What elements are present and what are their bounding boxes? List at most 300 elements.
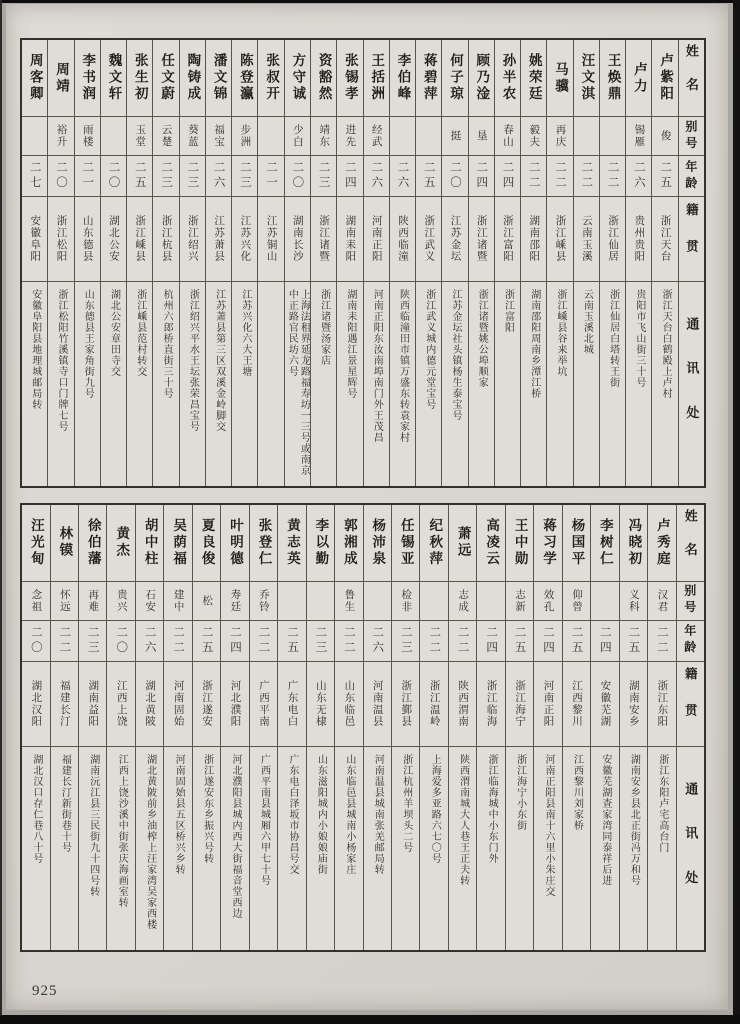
person-name: 张登仁 [256, 517, 272, 568]
person-address: 陕西渭南城大人巷王正夫转 [449, 746, 476, 951]
row-headers-column [676, 505, 704, 951]
person-native-place: 湖北黄陂 [136, 661, 163, 746]
person-name: 林镆 [57, 526, 73, 559]
person-alias [22, 116, 47, 155]
person-age: 二二 [250, 620, 277, 661]
person-column [310, 40, 336, 486]
person-alias: 效孔 [534, 581, 561, 620]
person-column [651, 40, 677, 486]
person-native-place: 江西黎川 [563, 661, 590, 746]
person-name: 王括洲 [369, 53, 385, 103]
person-age: 二五 [652, 155, 677, 196]
person-age: 二四 [534, 620, 561, 661]
person-native-place: 广东电白 [278, 661, 305, 746]
scan-edge-top [0, 0, 740, 3]
person-address: 福建长汀新街巷十号 [51, 746, 78, 951]
person-age: 二二 [449, 620, 476, 661]
person-address: 浙江诸暨汤家店 [311, 281, 336, 486]
directory-table-top [20, 38, 706, 488]
person-age: 二三 [392, 620, 419, 661]
person-column [74, 40, 100, 486]
person-name: 资豁然 [316, 53, 332, 103]
person-alias [416, 116, 441, 155]
person-column [50, 505, 78, 951]
person-address: 江苏兴化六大王塘 [232, 281, 257, 486]
person-age: 二二 [521, 155, 546, 196]
person-age: 二〇 [48, 155, 73, 196]
person-column [135, 505, 163, 951]
person-column [106, 505, 134, 951]
person-address: 杭州六郎桥直街三十号 [153, 281, 178, 486]
person-alias [278, 581, 305, 620]
person-column [179, 40, 205, 486]
person-native-place: 浙江富阳 [495, 196, 520, 281]
person-alias: 乔铃 [250, 581, 277, 620]
person-name: 徐伯藩 [85, 517, 101, 568]
person-age: 二〇 [22, 620, 49, 661]
person-address: 上海爱多亚路六七〇号 [420, 746, 447, 951]
person-native-place: 江西上饶 [107, 661, 134, 746]
person-alias [258, 116, 283, 155]
person-age: 二六 [206, 155, 231, 196]
person-age: 二〇 [442, 155, 467, 196]
person-column [533, 505, 561, 951]
person-address: 安徽阜阳县地理城邮局转 [22, 281, 47, 486]
header-name-label: 姓名 [682, 508, 698, 577]
person-address: 浙江仙居白塔转王街 [600, 281, 625, 486]
person-column [334, 505, 362, 951]
person-name: 李书润 [80, 53, 96, 103]
person-name: 卢紫阳 [658, 53, 674, 103]
person-alias: 再难 [79, 581, 106, 620]
person-column [599, 40, 625, 486]
person-native-place: 浙江嵊县 [127, 196, 152, 281]
person-name: 吴荫福 [171, 517, 187, 568]
person-column [220, 505, 248, 951]
person-alias: 靖东 [311, 116, 336, 155]
person-alias: 挺 [442, 116, 467, 155]
person-address: 江西黎川刘家桥 [563, 746, 590, 951]
person-native-place: 安徽芜湖 [591, 661, 618, 746]
person-address: 江苏金坛社头镇杨生泰宝号 [442, 281, 467, 486]
person-native-place: 浙江诸暨 [469, 196, 494, 281]
person-column [78, 505, 106, 951]
person-address [258, 281, 283, 486]
person-age: 二〇 [285, 155, 310, 196]
person-alias: 检非 [392, 581, 419, 620]
person-column [306, 505, 334, 951]
person-native-place: 河北濮阳 [221, 661, 248, 746]
person-name: 陶铸成 [185, 53, 201, 103]
person-alias [390, 116, 415, 155]
person-age: 二三 [307, 620, 334, 661]
person-alias: 再庆 [547, 116, 572, 155]
person-name: 夏良俊 [199, 517, 215, 568]
person-name: 魏文轩 [106, 53, 122, 103]
person-address: 浙江绍兴平水王坛张荣昌宝号 [180, 281, 205, 486]
person-address: 湖南邵阳周南乡潭江桥 [521, 281, 546, 486]
person-native-place: 云南玉溪 [574, 196, 599, 281]
person-age: 二六 [364, 155, 389, 196]
person-name: 周客卿 [27, 53, 43, 103]
person-age: 二二 [600, 155, 625, 196]
person-address: 浙江嵊县谷来举坑 [547, 281, 572, 486]
person-address: 浙江东阳卢宅高台门 [648, 746, 675, 951]
person-alias: 义科 [620, 581, 647, 620]
person-alias: 志成 [449, 581, 476, 620]
person-name: 黄志英 [284, 517, 300, 568]
person-column [152, 40, 178, 486]
person-name: 何子琼 [447, 53, 463, 103]
person-column [205, 40, 231, 486]
person-native-place: 浙江嵊县 [547, 196, 572, 281]
page-content [20, 38, 706, 952]
person-address: 山东滋阳城内小娘娘庙街 [307, 746, 334, 951]
person-alias: 汉君 [648, 581, 675, 620]
person-native-place: 河南固始 [164, 661, 191, 746]
person-column [363, 505, 391, 951]
person-alias [477, 581, 504, 620]
person-native-place: 江苏萧县 [206, 196, 231, 281]
person-column [249, 505, 277, 951]
person-name: 姚荣廷 [526, 53, 542, 103]
person-column [647, 505, 675, 951]
person-alias: 俊 [652, 116, 677, 155]
person-address: 江西上饶沙溪中街张庆海画室转 [107, 746, 134, 951]
person-alias [591, 581, 618, 620]
person-age: 二五 [127, 155, 152, 196]
person-name: 汪文淇 [579, 53, 595, 103]
person-native-place: 湖北汉阳 [22, 661, 49, 746]
person-alias: 裕升 [48, 116, 73, 155]
person-native-place: 湖南耒阳 [337, 196, 362, 281]
page-number: 925 [32, 983, 58, 999]
person-alias: 春山 [495, 116, 520, 155]
person-native-place: 浙江遂安 [193, 661, 220, 746]
person-alias: 葵蓝 [180, 116, 205, 155]
person-address: 山东德县王家角街九号 [75, 281, 100, 486]
person-address: 湖南耒阳遇江景星辉号 [337, 281, 362, 486]
person-native-place: 陕西渭南 [449, 661, 476, 746]
header-address-label: 通讯处 [677, 746, 704, 951]
person-age: 二三 [180, 155, 205, 196]
person-age: 二五 [506, 620, 533, 661]
person-name: 任锡亚 [398, 517, 414, 568]
person-age: 二二 [51, 620, 78, 661]
person-alias: 玉堂 [127, 116, 152, 155]
scan-edge-right [733, 0, 740, 1024]
person-name: 潘文锦 [211, 53, 227, 103]
person-native-place: 山东德县 [75, 196, 100, 281]
person-address: 广东电白泽坂市协昌号交 [278, 746, 305, 951]
person-alias: 雨楼 [75, 116, 100, 155]
person-name: 周靖 [54, 61, 69, 95]
person-alias: 建中 [164, 581, 191, 620]
header-alias-label: 别号 [679, 116, 704, 155]
person-address: 广西平南县城厢六甲七十号 [250, 746, 277, 951]
person-address: 云南玉溪北城 [574, 281, 599, 486]
person-age: 二一 [258, 155, 283, 196]
person-age: 二六 [364, 620, 391, 661]
person-name: 胡中柱 [142, 517, 158, 568]
person-age: 二二 [164, 620, 191, 661]
person-address: 安徽芜湖查家湾同泰祥后进 [591, 746, 618, 951]
person-name: 王中勋 [512, 517, 528, 568]
person-alias: 垦 [469, 116, 494, 155]
person-address: 浙江临海城中小东门外 [477, 746, 504, 951]
person-name: 张生初 [132, 53, 148, 103]
person-age: 二二 [420, 620, 447, 661]
person-age: 二四 [477, 620, 504, 661]
person-age: 二五 [416, 155, 441, 196]
person-name: 高凌云 [484, 517, 500, 568]
person-alias: 贵兴 [107, 581, 134, 620]
person-age: 二二 [574, 155, 599, 196]
person-name: 方守诚 [290, 53, 306, 103]
person-alias: 松 [193, 581, 220, 620]
person-name: 任文蔚 [159, 53, 175, 103]
person-column [494, 40, 520, 486]
person-name: 张叔开 [264, 53, 280, 103]
person-age: 二二 [335, 620, 362, 661]
header-alias-label: 别号 [677, 581, 704, 620]
person-age: 二六 [136, 620, 163, 661]
person-alias [574, 116, 599, 155]
person-alias: 石安 [136, 581, 163, 620]
person-name: 卢力 [631, 61, 647, 95]
person-address: 湖北黄陂前乡油榨上汪家湾吴家西楼 [136, 746, 163, 951]
person-column [468, 40, 494, 486]
person-address: 江苏萧县第三区双溪金岭脚交 [206, 281, 231, 486]
person-age: 二五 [563, 620, 590, 661]
person-native-place: 浙江松阳 [48, 196, 73, 281]
header-native-label: 籍贯 [677, 661, 704, 746]
person-column [277, 505, 305, 951]
person-address: 浙江富阳 [495, 281, 520, 486]
header-age-label: 年龄 [677, 620, 704, 661]
person-column [391, 505, 419, 951]
person-column [505, 505, 533, 951]
person-column [47, 40, 73, 486]
person-age: 二二 [648, 620, 675, 661]
person-native-place: 江苏兴化 [232, 196, 257, 281]
person-age: 二四 [495, 155, 520, 196]
person-age: 二三 [79, 620, 106, 661]
person-native-place: 湖南益阳 [79, 661, 106, 746]
person-native-place: 山东无棣 [307, 661, 334, 746]
person-native-place: 河南温县 [364, 661, 391, 746]
person-column [100, 40, 126, 486]
person-column [441, 40, 467, 486]
person-alias: 锡雁 [626, 116, 651, 155]
person-native-place: 浙江东阳 [648, 661, 675, 746]
person-address: 河南正阳县南十六里小朱庄交 [534, 746, 561, 951]
person-native-place: 浙江诸暨 [311, 196, 336, 281]
person-age: 二一 [75, 155, 100, 196]
person-column [363, 40, 389, 486]
person-native-place: 浙江温岭 [420, 661, 447, 746]
person-alias: 鲁生 [335, 581, 362, 620]
person-native-place: 安徽阜阳 [22, 196, 47, 281]
person-address: 浙江海宁小东街 [506, 746, 533, 951]
person-name: 蒋习学 [541, 517, 557, 568]
person-address: 湖南安乡县北正街冯万和号 [620, 746, 647, 951]
person-native-place: 贵州贵阳 [626, 196, 651, 281]
person-alias: 寿廷 [221, 581, 248, 620]
person-native-place: 湖南长沙 [285, 196, 310, 281]
person-alias [364, 581, 391, 620]
person-name: 顾乃淦 [474, 53, 490, 103]
person-native-place: 浙江鄞县 [392, 661, 419, 746]
person-column [163, 505, 191, 951]
person-name: 王焕鼎 [605, 53, 621, 103]
person-address: 湖北汉口存仁巷八十号 [22, 746, 49, 951]
person-column [415, 40, 441, 486]
person-name: 冯晓初 [626, 517, 642, 568]
person-native-place: 浙江武义 [416, 196, 441, 281]
person-age: 二三 [153, 155, 178, 196]
person-age: 二五 [620, 620, 647, 661]
person-name: 孙半农 [500, 53, 516, 103]
person-native-place: 浙江杭县 [153, 196, 178, 281]
header-native-label: 籍贯 [679, 196, 704, 281]
person-name: 陈登瀛 [237, 53, 253, 103]
person-column [546, 40, 572, 486]
person-column [573, 40, 599, 486]
person-address: 陕西临潼田市镇万盛东转袁家村 [390, 281, 415, 486]
person-native-place: 福建长汀 [51, 661, 78, 746]
person-native-place: 浙江仙居 [600, 196, 625, 281]
header-age-label: 年龄 [679, 155, 704, 196]
person-alias: 念祖 [22, 581, 49, 620]
person-native-place: 浙江天台 [652, 196, 677, 281]
person-name: 蒋碧萍 [421, 53, 437, 103]
person-alias: 毅夫 [521, 116, 546, 155]
person-column [419, 505, 447, 951]
person-column [448, 505, 476, 951]
person-age: 二〇 [107, 620, 134, 661]
person-column [257, 40, 283, 486]
person-alias [420, 581, 447, 620]
person-address: 浙江遂安东乡振兴号转 [193, 746, 220, 951]
person-address: 贵阳市飞山街三十号 [626, 281, 651, 486]
header-name-label: 姓名 [683, 44, 699, 112]
person-native-place: 江苏铜山 [258, 196, 283, 281]
person-native-place: 浙江临海 [477, 661, 504, 746]
person-age: 二七 [22, 155, 47, 196]
person-column [389, 40, 415, 486]
row-headers-column [678, 40, 704, 486]
person-name: 张锡孝 [342, 53, 358, 103]
person-name: 郭湘成 [341, 517, 357, 568]
person-name: 马骥 [553, 61, 569, 95]
person-name: 黄杰 [114, 526, 130, 559]
person-column [476, 505, 504, 951]
person-native-place: 湖北公安 [101, 196, 126, 281]
person-column [619, 505, 647, 951]
person-name: 纪秋萍 [427, 517, 443, 568]
person-age: 二〇 [101, 155, 126, 196]
header-address-label: 通讯处 [679, 281, 704, 486]
person-native-place: 浙江绍兴 [180, 196, 205, 281]
person-address: 河南固始县五区桥兴乡转 [164, 746, 191, 951]
person-native-place: 江苏金坛 [442, 196, 467, 281]
person-name: 李以勤 [313, 517, 329, 568]
person-native-place: 河南正阳 [534, 661, 561, 746]
person-age: 二四 [469, 155, 494, 196]
person-address: 湖南沅江县三民街九十四号转 [79, 746, 106, 951]
scan-edge-bottom [0, 1015, 740, 1024]
person-native-place: 湖南邵阳 [521, 196, 546, 281]
person-column [590, 505, 618, 951]
paper [6, 4, 728, 1010]
person-native-place: 山东临邑 [335, 661, 362, 746]
person-address: 浙江武义城内德元堂宝号 [416, 281, 441, 486]
person-alias: 仰曾 [563, 581, 590, 620]
person-address: 上海法租界延龙路福寿坊一三号或南京中正路官民坊六号 [285, 281, 310, 486]
person-age: 二五 [278, 620, 305, 661]
person-name: 萧远 [455, 526, 471, 559]
person-native-place: 浙江海宁 [506, 661, 533, 746]
person-column [22, 505, 49, 951]
person-alias: 步洲 [232, 116, 257, 155]
person-name: 李树仁 [597, 517, 613, 568]
person-column [520, 40, 546, 486]
person-age: 二二 [547, 155, 572, 196]
person-alias: 怀远 [51, 581, 78, 620]
person-address: 浙江松阳竹溪镇寺口门牌七号 [48, 281, 73, 486]
person-alias [600, 116, 625, 155]
person-address: 浙江诸暨姚公埠顺家 [469, 281, 494, 486]
directory-table-bottom [20, 503, 706, 953]
person-alias: 福宝 [206, 116, 231, 155]
person-column [284, 40, 310, 486]
person-alias: 志新 [506, 581, 533, 620]
person-column [625, 40, 651, 486]
person-alias: 进先 [337, 116, 362, 155]
person-name: 杨沛泉 [370, 517, 386, 568]
person-column [336, 40, 362, 486]
person-address: 河南温县城南张羌邮局转 [364, 746, 391, 951]
scan-edge-left [0, 0, 2, 1024]
person-alias: 经武 [364, 116, 389, 155]
person-name: 汪光甸 [28, 517, 44, 568]
person-alias [101, 116, 126, 155]
person-address: 河南正阳东汝南埠南门外王茂昌 [364, 281, 389, 486]
person-native-place: 湖南安乡 [620, 661, 647, 746]
person-age: 二五 [193, 620, 220, 661]
person-address: 浙江天台白鹤殿上卢村 [652, 281, 677, 486]
person-address: 浙江杭州羊坝头二号 [392, 746, 419, 951]
person-age: 二四 [221, 620, 248, 661]
person-age: 二三 [311, 155, 336, 196]
person-age: 二四 [591, 620, 618, 661]
person-column [126, 40, 152, 486]
person-address: 湖北公安章田寺交 [101, 281, 126, 486]
person-native-place: 陕西临潼 [390, 196, 415, 281]
person-name: 卢秀庭 [654, 517, 670, 568]
person-native-place: 广西平南 [250, 661, 277, 746]
person-address: 浙江嵊县范村转交 [127, 281, 152, 486]
person-column [192, 505, 220, 951]
person-age: 二六 [390, 155, 415, 196]
person-name: 叶明德 [228, 517, 244, 568]
person-address: 山东临邑县城南小杨家庄 [335, 746, 362, 951]
person-column [231, 40, 257, 486]
person-column [22, 40, 47, 486]
person-name: 杨国平 [569, 517, 585, 568]
person-native-place: 河南正阳 [364, 196, 389, 281]
